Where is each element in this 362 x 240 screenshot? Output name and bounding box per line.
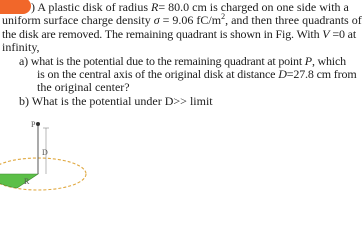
- part-a-line-1: a) what is the potential due to the remaining quadrant at point P, which: [19, 54, 346, 68]
- intro-line-4: infinity,: [2, 40, 40, 54]
- label-r: R: [24, 177, 30, 186]
- point-p: [36, 122, 40, 126]
- label-d: D: [42, 148, 48, 157]
- part-b-line: b) What is the potential under D>> limit: [19, 94, 213, 108]
- part-a-line-3: the original center?: [37, 80, 130, 94]
- problem-number-marker: [0, 0, 31, 14]
- disk-quadrant-figure: [0, 118, 120, 188]
- intro-line-3: the disk are removed. The remaining quadrant is shown in Fig. With V =0 at: [2, 27, 357, 41]
- label-p: P: [31, 120, 36, 129]
- intro-line-1: ) A plastic disk of radius R= 80.0 cm is charged on one side with a: [31, 0, 349, 14]
- part-a-line-2: is on the central axis of the original disk at distance D=27.8 cm from: [37, 67, 357, 81]
- intro-line-2: uniform surface charge density σ = 9.06 $fC/m^2$, and then three quadrants of: [2, 12, 362, 27]
